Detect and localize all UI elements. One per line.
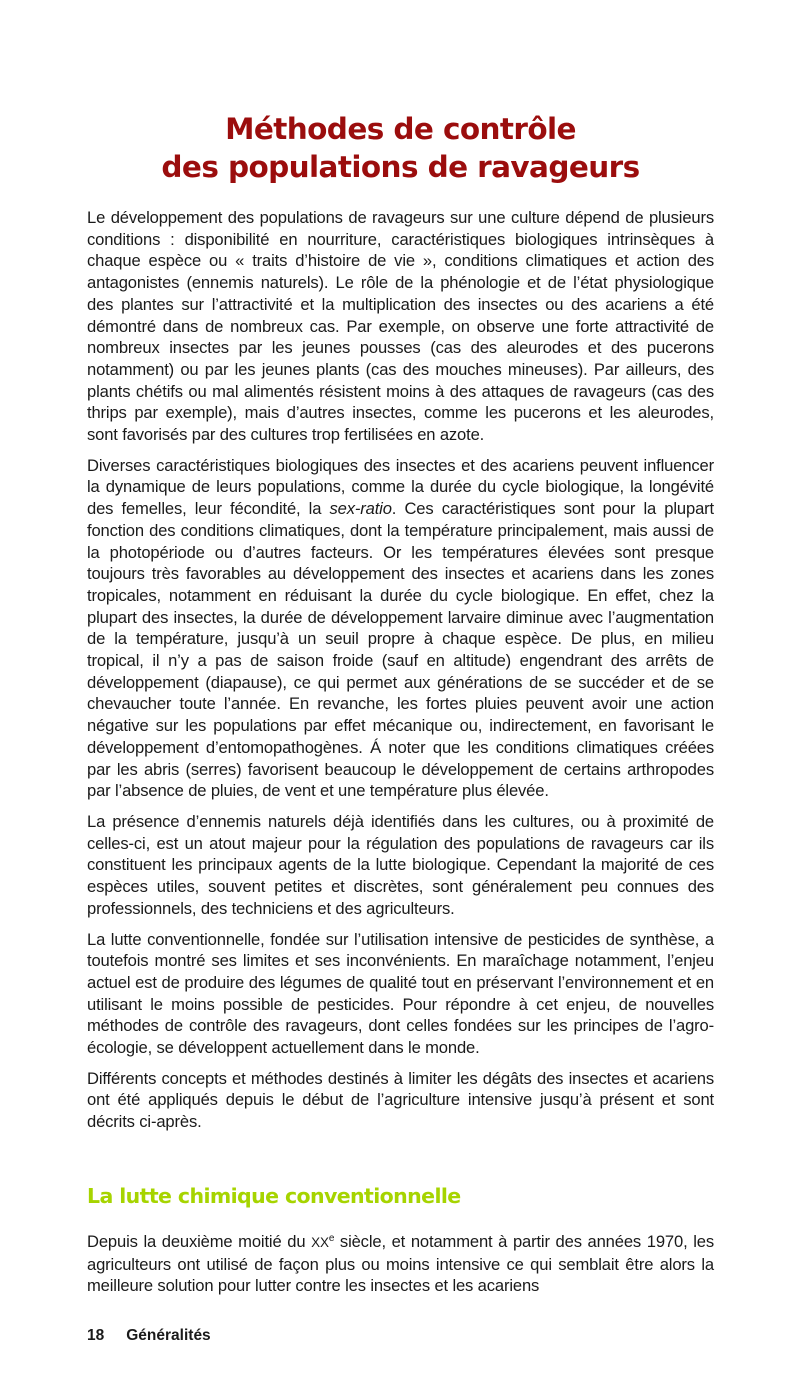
section-paragraph [87,1228,714,1297]
paragraph-2 [87,455,714,802]
sex-ratio-term: sex-ratio [329,499,392,519]
paragraph-2-part-2: . Ces caractéristiques sont pour la plupart fonction des conditions climatiques, dont la température principalement, mais aussi de la photopériode ou d’autres facteurs. Or les températures élevées sont presque toujours très favorables au développement des insectes et acariens dans les zones tropicales, notamment en réduisant la durée du cycle biologique. En effet, chez la plupart des insectes, la durée de développement larvaire diminue avec l’augmentation de la température, jusqu’à un seuil propre à chaque espèce. De plus, en milieu tropical, il n’y a pas de saison froide (sauf en altitude) engendrant des arrêts de développement (diapause), ce qui permet aux générations de se succéder et de se chevaucher toute l’année. En revanche, les fortes pluies peuvent avoir une action négative sur les populations par effet mécanique ou, indirectement, en favorisant le développement d’entomopathogènes. Á noter que les conditions climatiques créées par les abris (serres) favorisent beaucoup le développement de certains arthropodes par l’absence de pluies, de vent et une température plus élevée. [87,499,714,801]
title-line-1: Méthodes de contrôle [225,112,576,146]
section-paragraph-part-1: Depuis la deuxième moitié du [87,1232,312,1251]
paragraph-2-part-1: Diverses caractéristiques biologiques des insectes et des acariens peuvent influencer la dynamique de leurs populations, comme la durée du cycle biologique, la longévité des femelles, leur fécondité, la [87,455,714,519]
century-superscript: e [328,1233,335,1244]
paragraph-4: La lutte conventionnelle, fondée sur l’utilisation intensive de pesticides de synthèse, a toutefois montré ses limites et ses inconvénients. En maraîchage notamment, l’enjeu actuel est de produire des légumes de qualité tout en préservant l’environnement et en utilisant le moins possible de pesticides. Pour répondre à cet enjeu, de nouvelles méthodes de contrôle des ravageurs, dont celles fondées sur les principes de l’agro-écologie, se développent actuellement dans le monde. [87,929,714,1058]
century-numeral: XX [311,1235,329,1250]
title-line-2: des populations de ravageurs [161,150,640,184]
section-heading: La lutte chimique conventionnelle [87,1184,461,1208]
paragraph-1: Le développement des populations de ravageurs sur une culture dépend de plusieurs conditions : disponibilité en nourriture, caractéristiques biologiques intrinsèques à chaque espèce ou « traits d’histoire de vie », conditions climatiques et action des antagonistes (ennemis naturels). Le rôle de la phénologie et de l’état physiologique des plantes sur l’attractivité et la multiplication des insectes ou des acariens a été démontré dans de nombreux cas. Par exemple, on observe une forte attractivité de nombreux insectes par les jeunes pousses (cas des aleurodes et des pucerons notamment) ou par les jeunes plants (cas des mouches mineuses). Par ailleurs, des plants chétifs ou mal alimentés résistent moins à des attaques de ravageurs (cas des thrips par exemple), mais d’autres insectes, comme les pucerons et les aleurodes, sont favorisés par des cultures trop fertilisées en azote. [87,208,714,445]
section-text [87,1228,714,1297]
paragraph-3: La présence d’ennemis naturels déjà identifiés dans les cultures, ou à proximité de celles-ci, est un atout majeur pour la régulation des populations de ravageurs car ils constituent les principaux agents de la lutte biologique. Cependant la majorité de ces espèces utiles, souvent petites et discrètes, sont généralement peu connues des professionnels, des techniciens et des agriculteurs. [87,811,714,918]
section-paragraph-part-2: siècle, et notamment à partir des années 1970, les agriculteurs ont utilisé de façon plus ou moins intensive ce qui semblait être alors la meilleure solution pour lutter contre les insectes et les acariens [87,1232,714,1296]
chapter-name: Généralités [126,1327,211,1344]
page-number: 18 [87,1327,105,1344]
main-text [87,207,714,1133]
page-footer [87,1327,211,1345]
paragraph-5: Différents concepts et méthodes destinés à limiter les dégâts des insectes et acariens ont été appliqués depuis le début de l’agriculture intensive jusqu’à présent et sont décrits ci-après. [87,1068,714,1132]
page-title [87,110,714,186]
